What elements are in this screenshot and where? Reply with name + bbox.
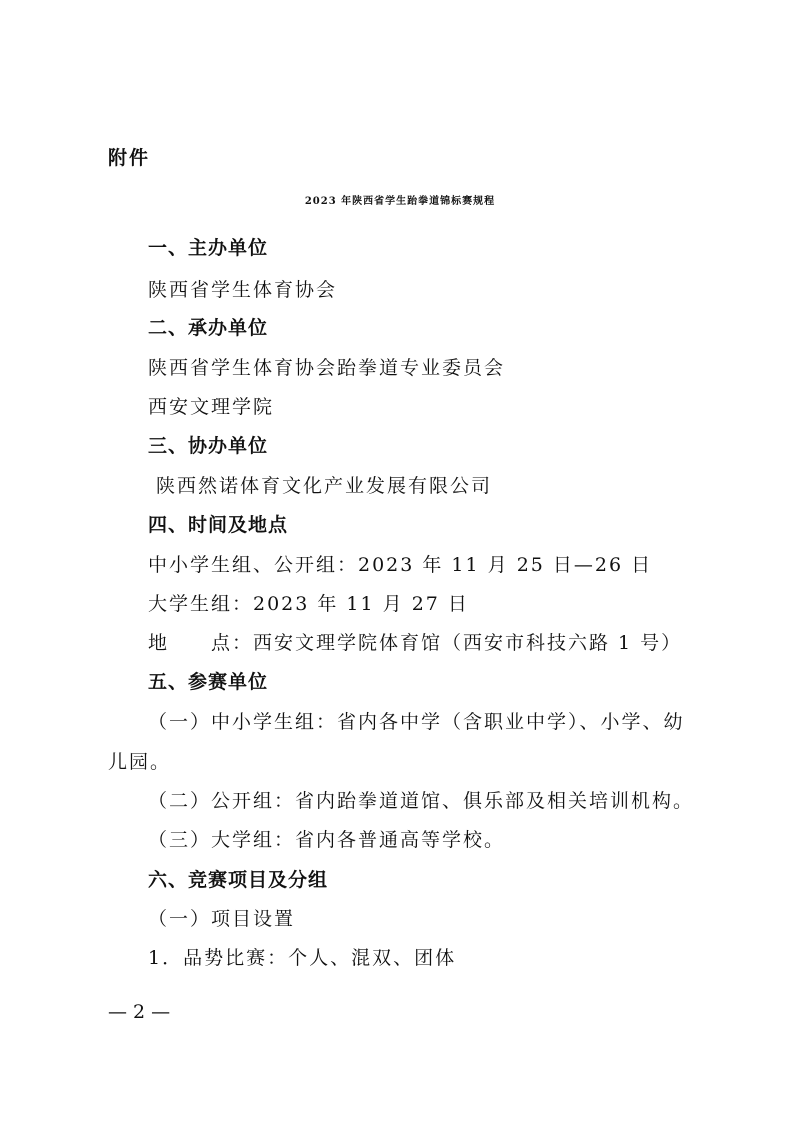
section-1-heading: 一、主办单位 bbox=[148, 237, 269, 259]
section-5-line-2: （二）公开组：省内跆拳道道馆、俱乐部及相关培训机构。 bbox=[148, 790, 695, 812]
section-4-line-1: 中小学生组、公开组：2023 年 11 月 25 日—26 日 bbox=[148, 554, 653, 576]
section-2-line-1: 陕西省学生体育协会跆拳道专业委员会 bbox=[148, 357, 506, 379]
document-title: 2023 年陕西省学生跆拳道锦标赛规程 bbox=[304, 196, 496, 207]
section-4-line-2: 大学生组：2023 年 11 月 27 日 bbox=[148, 593, 469, 615]
section-4-heading: 四、时间及地点 bbox=[148, 514, 289, 536]
page-number: — 2 — bbox=[108, 1001, 171, 1023]
section-2-heading: 二、承办单位 bbox=[148, 317, 269, 339]
section-3-line-1: 陕西然诺体育文化产业发展有限公司 bbox=[156, 475, 493, 497]
section-1-line-1: 陕西省学生体育协会 bbox=[148, 279, 338, 301]
section-4-line-3: 地 点：西安文理学院体育馆（西安市科技六路 1 号） bbox=[148, 632, 683, 654]
section-3-heading: 三、协办单位 bbox=[148, 435, 269, 457]
section-6-line-2: 1．品势比赛：个人、混双、团体 bbox=[148, 947, 457, 969]
section-5-line-3: （三）大学组：省内各普通高等学校。 bbox=[148, 829, 506, 851]
section-6-heading: 六、竞赛项目及分组 bbox=[148, 869, 329, 891]
section-5-line-1a: （一）中小学生组：省内各中学（含职业中学）、小学、幼 bbox=[148, 711, 685, 733]
section-2-line-2: 西安文理学院 bbox=[148, 396, 275, 418]
section-5-heading: 五、参赛单位 bbox=[148, 671, 269, 693]
attachment-label: 附件 bbox=[108, 147, 151, 169]
section-5-line-1b: 儿园。 bbox=[108, 751, 172, 773]
section-6-line-1: （一）项目设置 bbox=[148, 908, 296, 930]
